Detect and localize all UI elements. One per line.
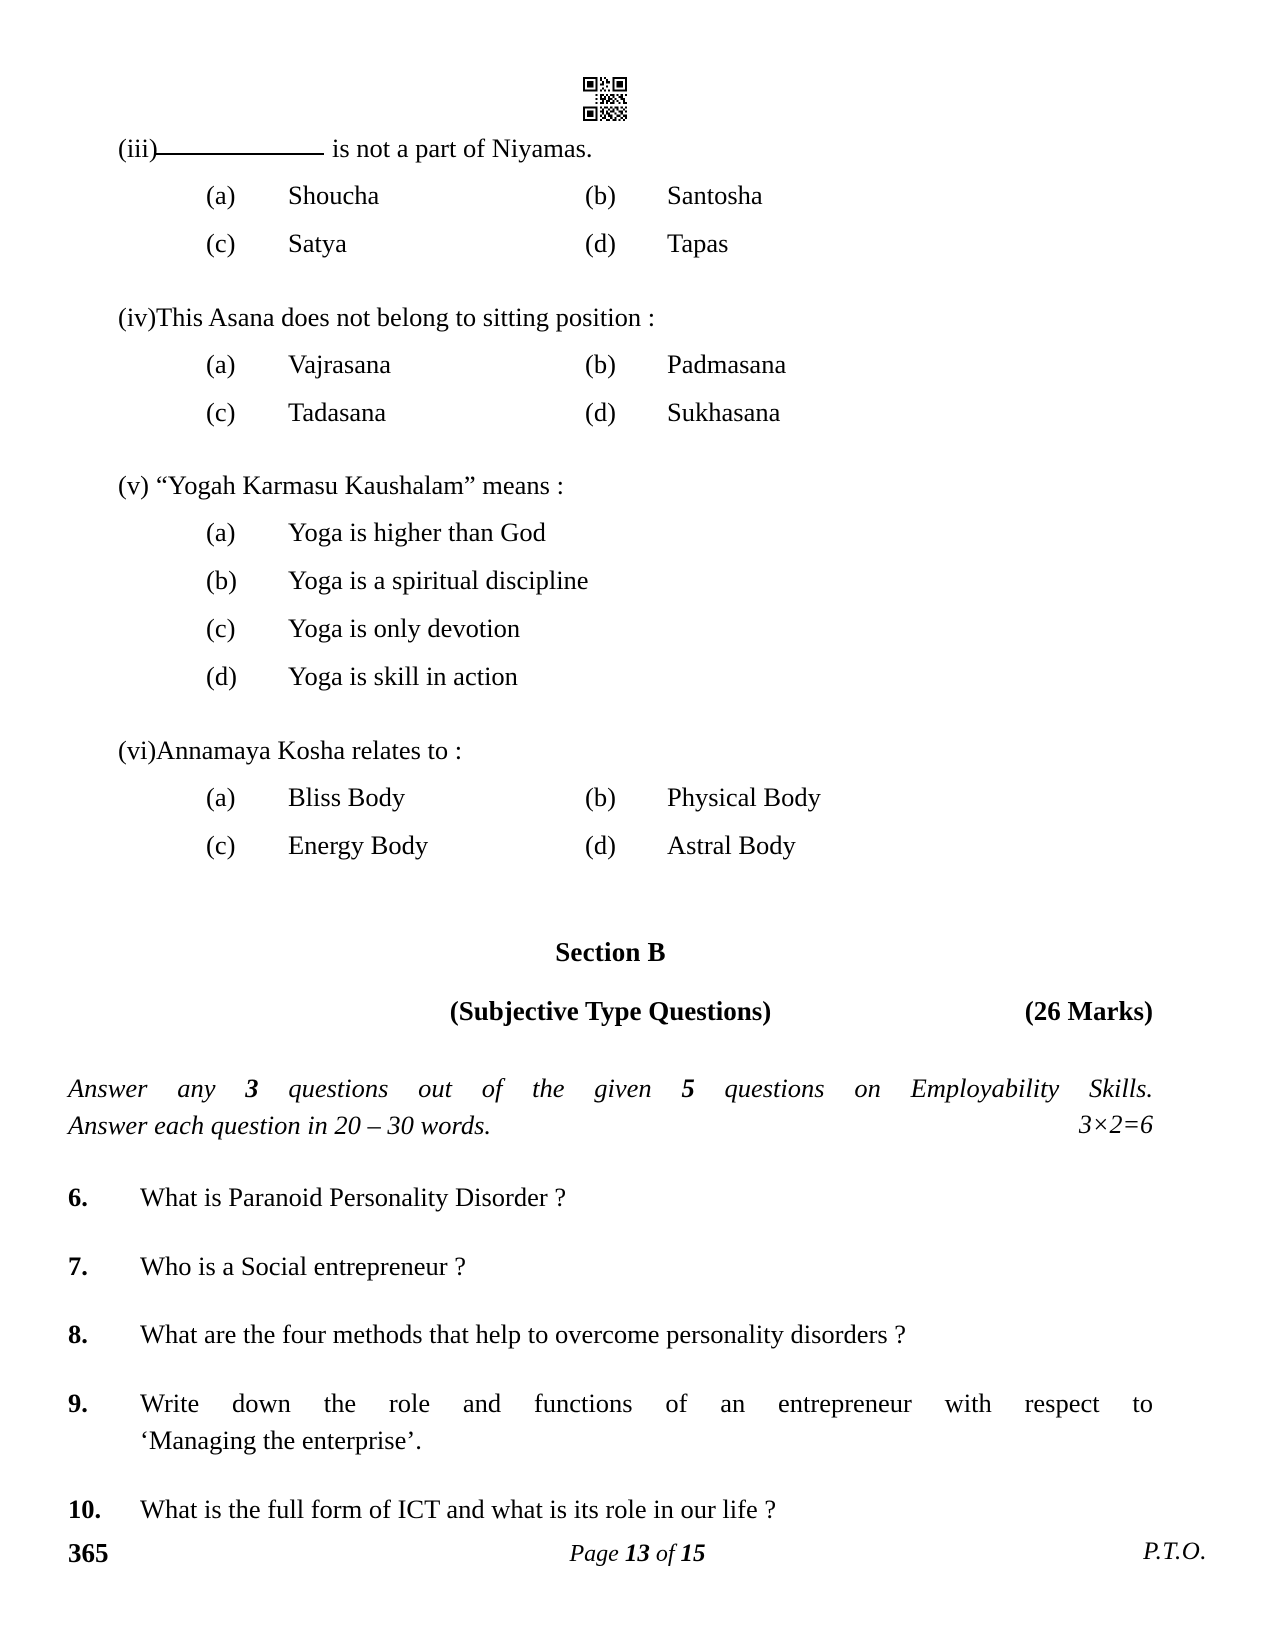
option-text: Yoga is skill in action [288, 661, 518, 692]
mcq-question-vi [68, 734, 1153, 863]
page-label-of: of [655, 1541, 675, 1567]
option-text: Yoga is higher than God [288, 517, 546, 548]
question-stem-label: “Yogah Karmasu Kaushalam” means : [156, 470, 564, 501]
option-c[interactable] [68, 612, 1153, 646]
option-a[interactable] [68, 348, 498, 382]
option-key: (b) [206, 565, 237, 596]
qr-code-icon [583, 77, 627, 121]
option-a[interactable] [68, 179, 498, 213]
question-stem-label: Annamaya Kosha relates to : [156, 734, 463, 765]
option-key: (d) [585, 829, 616, 860]
option-row [68, 660, 1153, 694]
option-text: Energy Body [288, 829, 429, 860]
question-stem [68, 469, 1153, 503]
instructions-count-given: 5 [681, 1072, 695, 1103]
spacer [68, 275, 1153, 301]
option-key: (a) [206, 348, 236, 379]
subjective-question-9 [68, 1385, 1153, 1460]
option-row [68, 396, 1153, 430]
subjective-questions-list [68, 1179, 1153, 1529]
option-c[interactable] [68, 829, 498, 863]
section-title: Section B [555, 936, 666, 967]
subjective-question-8 [68, 1316, 1153, 1354]
section-subtitle: (Subjective Type Questions) [449, 995, 772, 1026]
instructions-marks-note: 3×2=6 [1078, 1110, 1153, 1140]
question-stem [68, 301, 1153, 335]
option-key: (c) [206, 613, 236, 644]
question-number: 8. [68, 1319, 88, 1350]
option-text: Shoucha [288, 179, 380, 210]
option-text: Physical Body [667, 781, 821, 812]
question-stem-text [156, 132, 1153, 166]
spacer [68, 708, 1153, 734]
question-text: What are the four methods that help to overcome personality disorders ? [140, 1319, 907, 1350]
page-total-number: 15 [680, 1540, 706, 1567]
page-indicator [68, 1540, 1207, 1568]
option-b[interactable] [498, 781, 1153, 815]
option-row [68, 829, 1153, 863]
option-key: (c) [206, 227, 236, 258]
option-text: Vajrasana [288, 348, 391, 379]
option-key: (a) [206, 517, 236, 548]
option-key: (b) [585, 781, 616, 812]
mcq-question-iii [68, 132, 1153, 261]
option-b[interactable] [498, 348, 1153, 382]
question-number: 10. [68, 1494, 102, 1525]
option-row [68, 781, 1153, 815]
spacer [68, 443, 1153, 469]
option-c[interactable] [68, 227, 498, 261]
instructions-text: questions out of the given [288, 1072, 652, 1103]
option-b[interactable] [498, 179, 1153, 213]
question-text-line-1: Write down the role and functions of an entrepreneur with respect to [140, 1387, 1153, 1418]
question-number: 9. [68, 1387, 88, 1418]
instructions-block [68, 1070, 1153, 1145]
question-roman-numeral: (iv) [118, 301, 157, 332]
option-text: Satya [288, 227, 347, 258]
option-row [68, 179, 1153, 213]
mcq-question-v [68, 469, 1153, 694]
subjective-question-6 [68, 1179, 1153, 1217]
question-roman-numeral: (vi) [118, 734, 157, 765]
option-text: Padmasana [667, 348, 787, 379]
question-stem [68, 734, 1153, 768]
option-row [68, 516, 1153, 550]
mcq-question-iv [68, 301, 1153, 430]
option-d[interactable] [498, 396, 1153, 430]
instructions-count-questions: 3 [245, 1072, 259, 1103]
option-d[interactable] [498, 227, 1153, 261]
question-roman-numeral: (iii) [118, 133, 158, 163]
question-number: 6. [68, 1181, 88, 1212]
instructions-word-limit: Answer each question in 20 – 30 words. [68, 1110, 492, 1141]
option-d[interactable] [68, 660, 1153, 694]
option-text: Tadasana [288, 396, 387, 427]
page-label-prefix: Page [569, 1541, 619, 1567]
paper-code: 365 [68, 1538, 109, 1568]
option-key: (d) [585, 227, 616, 258]
question-roman-numeral: (v) [118, 470, 149, 501]
option-text: Yoga is a spiritual discipline [288, 565, 589, 596]
question-text [140, 1385, 1153, 1460]
option-key: (a) [206, 179, 236, 210]
option-text: Sukhasana [667, 396, 781, 427]
option-key: (b) [585, 348, 616, 379]
question-text: Who is a Social entrepreneur ? [140, 1250, 466, 1281]
option-row [68, 612, 1153, 646]
option-text: Bliss Body [288, 781, 406, 812]
option-a[interactable] [68, 516, 1153, 550]
subjective-question-10 [68, 1491, 1153, 1529]
page-current-number: 13 [624, 1540, 650, 1567]
question-stem [68, 132, 1153, 166]
option-text: Tapas [667, 227, 729, 258]
option-row [68, 348, 1153, 382]
instructions-text: Answer any [68, 1072, 216, 1103]
option-key: (d) [206, 661, 237, 692]
question-stem-label: is not a part of Niyamas. [332, 133, 593, 163]
pto-label: P.T.O. [1143, 1538, 1207, 1565]
question-stem-label: This Asana does not belong to sitting position : [156, 301, 656, 332]
section-subtitle-row [68, 996, 1153, 1030]
option-key: (b) [585, 179, 616, 210]
option-key: (d) [585, 396, 616, 427]
question-number: 7. [68, 1250, 88, 1281]
option-key: (c) [206, 829, 236, 860]
option-text: Santosha [667, 179, 763, 210]
page-footer [68, 1538, 1207, 1578]
option-row [68, 227, 1153, 261]
instructions-line-1 [68, 1070, 1153, 1108]
fill-in-blank-rule [156, 153, 324, 155]
option-a[interactable] [68, 781, 498, 815]
option-c[interactable] [68, 396, 498, 430]
option-text: Yoga is only devotion [288, 613, 521, 644]
option-b[interactable] [68, 564, 1153, 598]
question-text: What is the full form of ICT and what is its role in our life ? [140, 1494, 777, 1525]
option-d[interactable] [498, 829, 1153, 863]
section-marks: (26 Marks) [1024, 995, 1153, 1026]
question-text: What is Paranoid Personality Disorder ? [140, 1181, 567, 1212]
instructions-line-2 [68, 1107, 1153, 1145]
question-text-line-2: ‘Managing the enterprise’. [140, 1425, 422, 1456]
option-row [68, 564, 1153, 598]
option-key: (a) [206, 781, 236, 812]
option-text: Astral Body [667, 829, 796, 860]
option-key: (c) [206, 396, 236, 427]
subjective-question-7 [68, 1248, 1153, 1286]
instructions-text: questions on Employability Skills. [724, 1072, 1154, 1103]
page-content [68, 132, 1153, 1560]
